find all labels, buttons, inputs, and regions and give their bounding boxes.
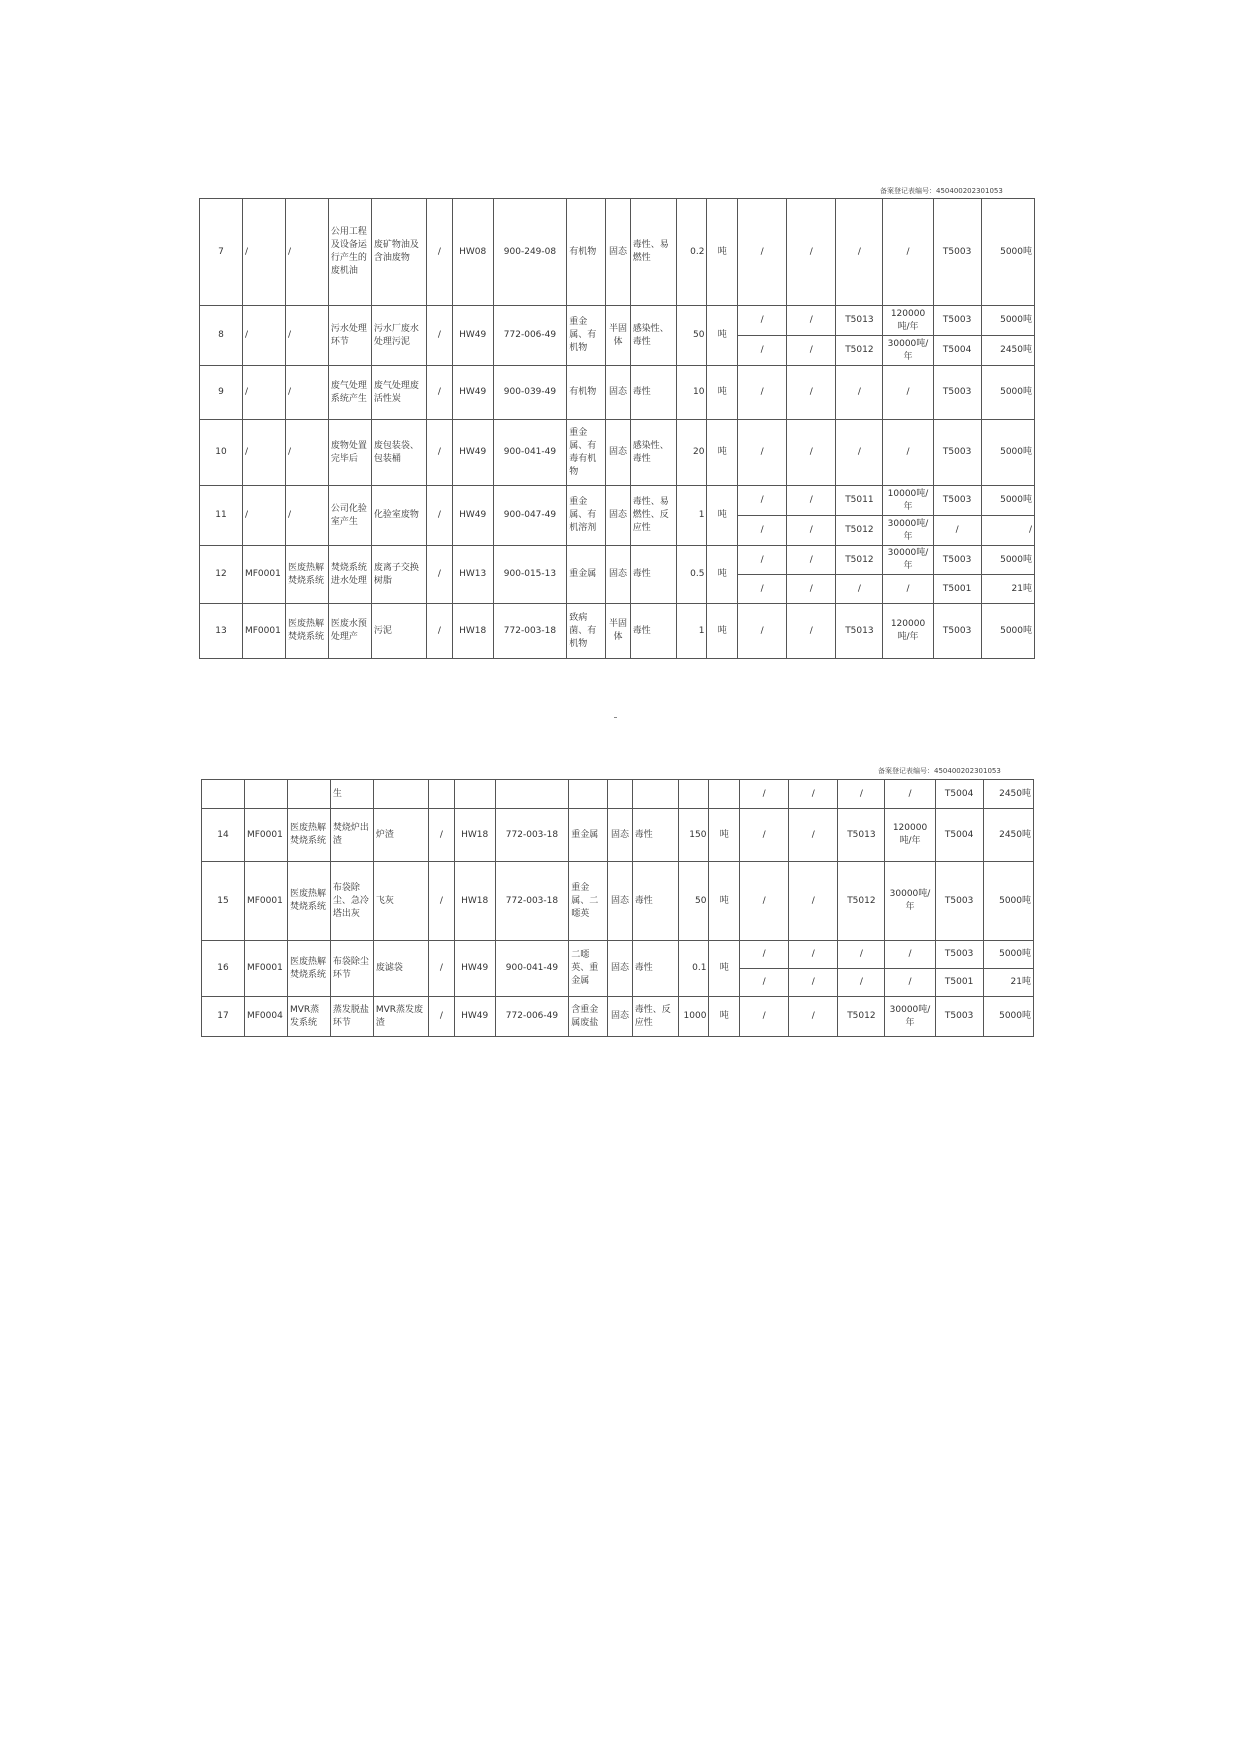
hazardous-component: 二噁英、重金属 <box>569 941 608 997</box>
storage-capacity: 5000吨 <box>983 862 1033 941</box>
disposal-code: / <box>836 420 883 486</box>
waste-name: 废包装袋、包装桶 <box>371 420 426 486</box>
waste-source: 公用工程及设备运行产生的废机油 <box>328 199 371 306</box>
disposal-capacity: / <box>883 366 933 420</box>
disposal-capacity: / <box>883 199 933 306</box>
storage-code: T5001 <box>933 575 981 604</box>
sub-value-b: / <box>789 997 838 1037</box>
hw-category: HW49 <box>454 941 495 997</box>
sub-value-b: / <box>789 969 838 997</box>
hazard-property: 感染性、毒性 <box>630 420 676 486</box>
physical-form: 固态 <box>606 199 631 306</box>
column-6-value: / <box>429 809 455 862</box>
waste-name <box>373 780 428 809</box>
disposal-capacity: 10000吨/年 <box>883 486 933 516</box>
waste-name: 炉渣 <box>373 809 428 862</box>
system-name: / <box>285 486 328 546</box>
reg-label: 备案登记表编号： <box>878 767 934 775</box>
waste-source: 生 <box>330 780 373 809</box>
hw-category: HW18 <box>454 809 495 862</box>
waste-name: 化验室废物 <box>371 486 426 546</box>
table-row <box>202 997 1034 1037</box>
waste-source: 布袋除尘、急冷塔出灰 <box>330 862 373 941</box>
storage-capacity: 2450吨 <box>983 780 1033 809</box>
quantity-unit: 吨 <box>709 809 740 862</box>
hazard-property <box>632 780 678 809</box>
storage-capacity: 21吨 <box>983 969 1033 997</box>
quantity: 0.5 <box>676 546 707 604</box>
table-row <box>200 420 1035 486</box>
quantity: 20 <box>676 420 707 486</box>
row-number: 10 <box>200 420 243 486</box>
hw-code: 900-039-49 <box>493 366 567 420</box>
storage-capacity: / <box>981 516 1034 546</box>
hazard-property: 毒性 <box>630 604 676 659</box>
row-number: 17 <box>202 997 245 1037</box>
sub-value-a: / <box>740 941 789 969</box>
facility-code: MF0001 <box>244 809 287 862</box>
sub-value-b: / <box>787 306 836 336</box>
storage-code: T5001 <box>935 969 983 997</box>
hazardous-component: 含重金属废盐 <box>569 997 608 1037</box>
hazardous-component <box>569 780 608 809</box>
table-row <box>202 809 1034 862</box>
physical-form: 固态 <box>606 366 631 420</box>
sub-value-b: / <box>787 604 836 659</box>
physical-form: 固态 <box>608 997 633 1037</box>
row-number: 14 <box>202 809 245 862</box>
hazard-property: 毒性、易燃性 <box>630 199 676 306</box>
storage-code: T5003 <box>933 420 981 486</box>
sub-value-b: / <box>787 420 836 486</box>
waste-source: 公司化验室产生 <box>328 486 371 546</box>
hw-code: 772-003-18 <box>493 604 567 659</box>
row-number: 15 <box>202 862 245 941</box>
hw-code: 900-249-08 <box>493 199 567 306</box>
sub-value-b: / <box>787 336 836 366</box>
disposal-code: / <box>836 366 883 420</box>
disposal-capacity: 120000吨/年 <box>885 809 935 862</box>
registration-number-2 <box>878 766 1001 776</box>
quantity-unit <box>709 780 740 809</box>
column-6-value: / <box>427 420 453 486</box>
column-6-value: / <box>429 941 455 997</box>
hw-category: HW49 <box>452 306 493 366</box>
hw-code: 900-041-49 <box>493 420 567 486</box>
column-6-value: / <box>427 199 453 306</box>
disposal-code: / <box>836 199 883 306</box>
storage-code: T5003 <box>935 997 983 1037</box>
physical-form <box>608 780 633 809</box>
hw-code: 772-003-18 <box>495 809 569 862</box>
table-row <box>200 486 1035 516</box>
system-name: 医废热解焚烧系统 <box>287 941 330 997</box>
quantity: 1 <box>676 604 707 659</box>
system-name <box>287 780 330 809</box>
table-row <box>200 604 1035 659</box>
disposal-capacity: 120000吨/年 <box>883 306 933 336</box>
hw-code: 900-015-13 <box>493 546 567 604</box>
disposal-capacity: 30000吨/年 <box>883 516 933 546</box>
storage-capacity: 2450吨 <box>983 809 1033 862</box>
waste-name: 废气处理废活性炭 <box>371 366 426 420</box>
disposal-capacity: 30000吨/年 <box>885 862 935 941</box>
table-row <box>202 862 1034 941</box>
hazard-property: 毒性 <box>632 862 678 941</box>
facility-code: MF0001 <box>244 862 287 941</box>
row-number: 7 <box>200 199 243 306</box>
hw-category: HW49 <box>454 997 495 1037</box>
storage-code: T5003 <box>933 199 981 306</box>
column-6-value: / <box>429 862 455 941</box>
storage-code: T5003 <box>935 862 983 941</box>
row-number: 11 <box>200 486 243 546</box>
sub-value-a: / <box>740 969 789 997</box>
quantity-unit: 吨 <box>707 420 738 486</box>
table-row <box>200 306 1035 336</box>
hw-code <box>495 780 569 809</box>
quantity: 50 <box>678 862 709 941</box>
row-number: 16 <box>202 941 245 997</box>
hazardous-component: 重金属、有毒有机物 <box>567 420 606 486</box>
sub-value-a: / <box>740 780 789 809</box>
hazard-property: 毒性、反应性 <box>632 997 678 1037</box>
sub-value-b: / <box>787 199 836 306</box>
system-name: / <box>285 366 328 420</box>
storage-code: T5003 <box>933 366 981 420</box>
waste-source: 废物处置完毕后 <box>328 420 371 486</box>
waste-name: MVR蒸发废渣 <box>373 997 428 1037</box>
disposal-code: T5012 <box>836 546 883 575</box>
disposal-capacity: 30000吨/年 <box>883 336 933 366</box>
sub-value-b: / <box>787 366 836 420</box>
storage-code: / <box>933 516 981 546</box>
sub-value-a: / <box>740 809 789 862</box>
storage-capacity: 5000吨 <box>983 997 1033 1037</box>
reg-value: 450400202301053 <box>936 187 1003 195</box>
sub-value-b: / <box>789 809 838 862</box>
waste-name: 污泥 <box>371 604 426 659</box>
system-name: 医废热解焚烧系统 <box>287 809 330 862</box>
reg-label: 备案登记表编号： <box>880 187 936 195</box>
facility-code: / <box>242 199 285 306</box>
waste-source: 焚烧炉出渣 <box>330 809 373 862</box>
hazardous-component: 重金属、有机溶剂 <box>567 486 606 546</box>
waste-source: 焚烧系统进水处理 <box>328 546 371 604</box>
storage-capacity: 5000吨 <box>981 486 1034 516</box>
hw-category: HW18 <box>452 604 493 659</box>
waste-name: 飞灰 <box>373 862 428 941</box>
sub-value-b: / <box>787 486 836 516</box>
storage-capacity: 5000吨 <box>981 604 1034 659</box>
hw-code: 900-041-49 <box>495 941 569 997</box>
facility-code: / <box>242 486 285 546</box>
storage-capacity: 5000吨 <box>981 199 1034 306</box>
hazard-property: 毒性 <box>632 941 678 997</box>
waste-source: 布袋除尘环节 <box>330 941 373 997</box>
disposal-code: T5013 <box>836 306 883 336</box>
hazard-property: 感染性、毒性 <box>630 306 676 366</box>
hazard-property: 毒性 <box>630 366 676 420</box>
hazardous-component: 重金属 <box>569 809 608 862</box>
table-row <box>200 366 1035 420</box>
system-name: / <box>285 199 328 306</box>
hazard-property: 毒性、易燃性、反应性 <box>630 486 676 546</box>
hazardous-component: 重金属 <box>567 546 606 604</box>
waste-table-part-2 <box>201 779 1034 1037</box>
disposal-code: / <box>836 575 883 604</box>
sub-value-a: / <box>740 862 789 941</box>
system-name: / <box>285 420 328 486</box>
disposal-capacity: / <box>883 575 933 604</box>
quantity: 1 <box>676 486 707 546</box>
hw-category <box>454 780 495 809</box>
physical-form: 固态 <box>608 941 633 997</box>
storage-code: T5003 <box>933 486 981 516</box>
storage-code: T5003 <box>933 546 981 575</box>
sub-value-a: / <box>738 306 787 336</box>
quantity-unit: 吨 <box>707 199 738 306</box>
facility-code <box>244 780 287 809</box>
hw-category: HW18 <box>454 862 495 941</box>
row-number: 9 <box>200 366 243 420</box>
quantity <box>678 780 709 809</box>
disposal-capacity: 30000吨/年 <box>885 997 935 1037</box>
hazard-property: 毒性 <box>632 809 678 862</box>
disposal-code: T5012 <box>836 336 883 366</box>
sub-value-b: / <box>789 941 838 969</box>
system-name: 医废热解焚烧系统 <box>285 546 328 604</box>
row-number: 8 <box>200 306 243 366</box>
quantity: 150 <box>678 809 709 862</box>
sub-value-a: / <box>738 604 787 659</box>
disposal-code: T5013 <box>836 604 883 659</box>
table-row <box>200 199 1035 306</box>
disposal-code: T5013 <box>838 809 885 862</box>
storage-code: T5004 <box>935 780 983 809</box>
quantity-unit: 吨 <box>709 862 740 941</box>
system-name: 医废热解焚烧系统 <box>285 604 328 659</box>
physical-form: 固态 <box>608 809 633 862</box>
system-name: 医废热解焚烧系统 <box>287 862 330 941</box>
facility-code: / <box>242 366 285 420</box>
facility-code: MF0001 <box>244 941 287 997</box>
facility-code: MF0001 <box>242 604 285 659</box>
column-6-value <box>429 780 455 809</box>
quantity-unit: 吨 <box>709 997 740 1037</box>
sub-value-a: / <box>738 516 787 546</box>
sub-value-a: / <box>738 366 787 420</box>
system-name: MVR蒸发系统 <box>287 997 330 1037</box>
storage-capacity: 5000吨 <box>981 366 1034 420</box>
storage-capacity: 5000吨 <box>981 306 1034 336</box>
sub-value-a: / <box>738 336 787 366</box>
storage-code: T5003 <box>933 604 981 659</box>
disposal-capacity: 120000吨/年 <box>883 604 933 659</box>
disposal-code: T5012 <box>838 862 885 941</box>
storage-code: T5004 <box>935 809 983 862</box>
storage-capacity: 5000吨 <box>981 420 1034 486</box>
sub-value-b: / <box>787 575 836 604</box>
storage-capacity: 5000吨 <box>981 546 1034 575</box>
disposal-code: T5012 <box>836 516 883 546</box>
hazard-property: 毒性 <box>630 546 676 604</box>
disposal-capacity: / <box>883 420 933 486</box>
hw-code: 772-006-49 <box>493 306 567 366</box>
table-row <box>202 941 1034 969</box>
column-6-value: / <box>427 366 453 420</box>
storage-code: T5003 <box>933 306 981 336</box>
row-number <box>202 780 245 809</box>
waste-table-part-1 <box>199 198 1035 659</box>
hw-category: HW49 <box>452 486 493 546</box>
quantity-unit: 吨 <box>707 546 738 604</box>
registration-number <box>880 186 1003 196</box>
physical-form: 固态 <box>606 546 631 604</box>
quantity: 1000 <box>678 997 709 1037</box>
reg-value: 450400202301053 <box>934 767 1001 775</box>
physical-form: 半固体 <box>606 306 631 366</box>
storage-capacity: 21吨 <box>981 575 1034 604</box>
physical-form: 半固体 <box>606 604 631 659</box>
waste-name: 污水厂废水处理污泥 <box>371 306 426 366</box>
hw-code: 900-047-49 <box>493 486 567 546</box>
disposal-code: T5011 <box>836 486 883 516</box>
disposal-code: / <box>838 969 885 997</box>
sub-value-a: / <box>738 486 787 516</box>
sub-value-b: / <box>789 862 838 941</box>
quantity-unit: 吨 <box>707 604 738 659</box>
disposal-code: / <box>838 780 885 809</box>
storage-code: T5004 <box>933 336 981 366</box>
hazardous-component: 有机物 <box>567 366 606 420</box>
disposal-capacity: / <box>885 780 935 809</box>
sub-value-a: / <box>738 575 787 604</box>
facility-code: MF0001 <box>242 546 285 604</box>
hazardous-component: 有机物 <box>567 199 606 306</box>
row-number: 13 <box>200 604 243 659</box>
sub-value-a: / <box>738 420 787 486</box>
hazardous-component: 致病菌、有机物 <box>567 604 606 659</box>
waste-source: 蒸发脱盐环节 <box>330 997 373 1037</box>
hazardous-component: 重金属、二噁英 <box>569 862 608 941</box>
disposal-code: / <box>838 941 885 969</box>
hw-code: 772-003-18 <box>495 862 569 941</box>
waste-name: 废离子交换树脂 <box>371 546 426 604</box>
sub-value-a: / <box>738 546 787 575</box>
column-6-value: / <box>429 997 455 1037</box>
quantity: 50 <box>676 306 707 366</box>
quantity-unit: 吨 <box>707 366 738 420</box>
hw-category: HW49 <box>452 420 493 486</box>
waste-name: 废滤袋 <box>373 941 428 997</box>
row-number: 12 <box>200 546 243 604</box>
table-row <box>202 780 1034 809</box>
quantity: 0.1 <box>678 941 709 997</box>
sub-value-b: / <box>787 546 836 575</box>
storage-capacity: 2450吨 <box>981 336 1034 366</box>
physical-form: 固态 <box>608 862 633 941</box>
facility-code: MF0004 <box>244 997 287 1037</box>
facility-code: / <box>242 306 285 366</box>
quantity-unit: 吨 <box>707 486 738 546</box>
waste-source: 废气处理系统产生 <box>328 366 371 420</box>
physical-form: 固态 <box>606 486 631 546</box>
disposal-code: T5012 <box>838 997 885 1037</box>
hw-category: HW08 <box>452 199 493 306</box>
sub-value-a: / <box>740 997 789 1037</box>
hw-category: HW13 <box>452 546 493 604</box>
storage-capacity: 5000吨 <box>983 941 1033 969</box>
disposal-capacity: / <box>885 969 935 997</box>
waste-name: 废矿物油及含油废物 <box>371 199 426 306</box>
storage-code: T5003 <box>935 941 983 969</box>
page-separator-mark <box>614 717 617 718</box>
table-row <box>200 546 1035 575</box>
facility-code: / <box>242 420 285 486</box>
hw-code: 772-006-49 <box>495 997 569 1037</box>
physical-form: 固态 <box>606 420 631 486</box>
column-6-value: / <box>427 486 453 546</box>
quantity: 0.2 <box>676 199 707 306</box>
quantity-unit: 吨 <box>709 941 740 997</box>
column-6-value: / <box>427 604 453 659</box>
sub-value-a: / <box>738 199 787 306</box>
quantity: 10 <box>676 366 707 420</box>
quantity-unit: 吨 <box>707 306 738 366</box>
system-name: / <box>285 306 328 366</box>
disposal-capacity: / <box>885 941 935 969</box>
column-6-value: / <box>427 306 453 366</box>
disposal-capacity: 30000吨/年 <box>883 546 933 575</box>
hazardous-component: 重金属、有机物 <box>567 306 606 366</box>
hw-category: HW49 <box>452 366 493 420</box>
column-6-value: / <box>427 546 453 604</box>
waste-source: 医废水预处理产 <box>328 604 371 659</box>
sub-value-b: / <box>787 516 836 546</box>
sub-value-b: / <box>789 780 838 809</box>
waste-source: 污水处理环节 <box>328 306 371 366</box>
